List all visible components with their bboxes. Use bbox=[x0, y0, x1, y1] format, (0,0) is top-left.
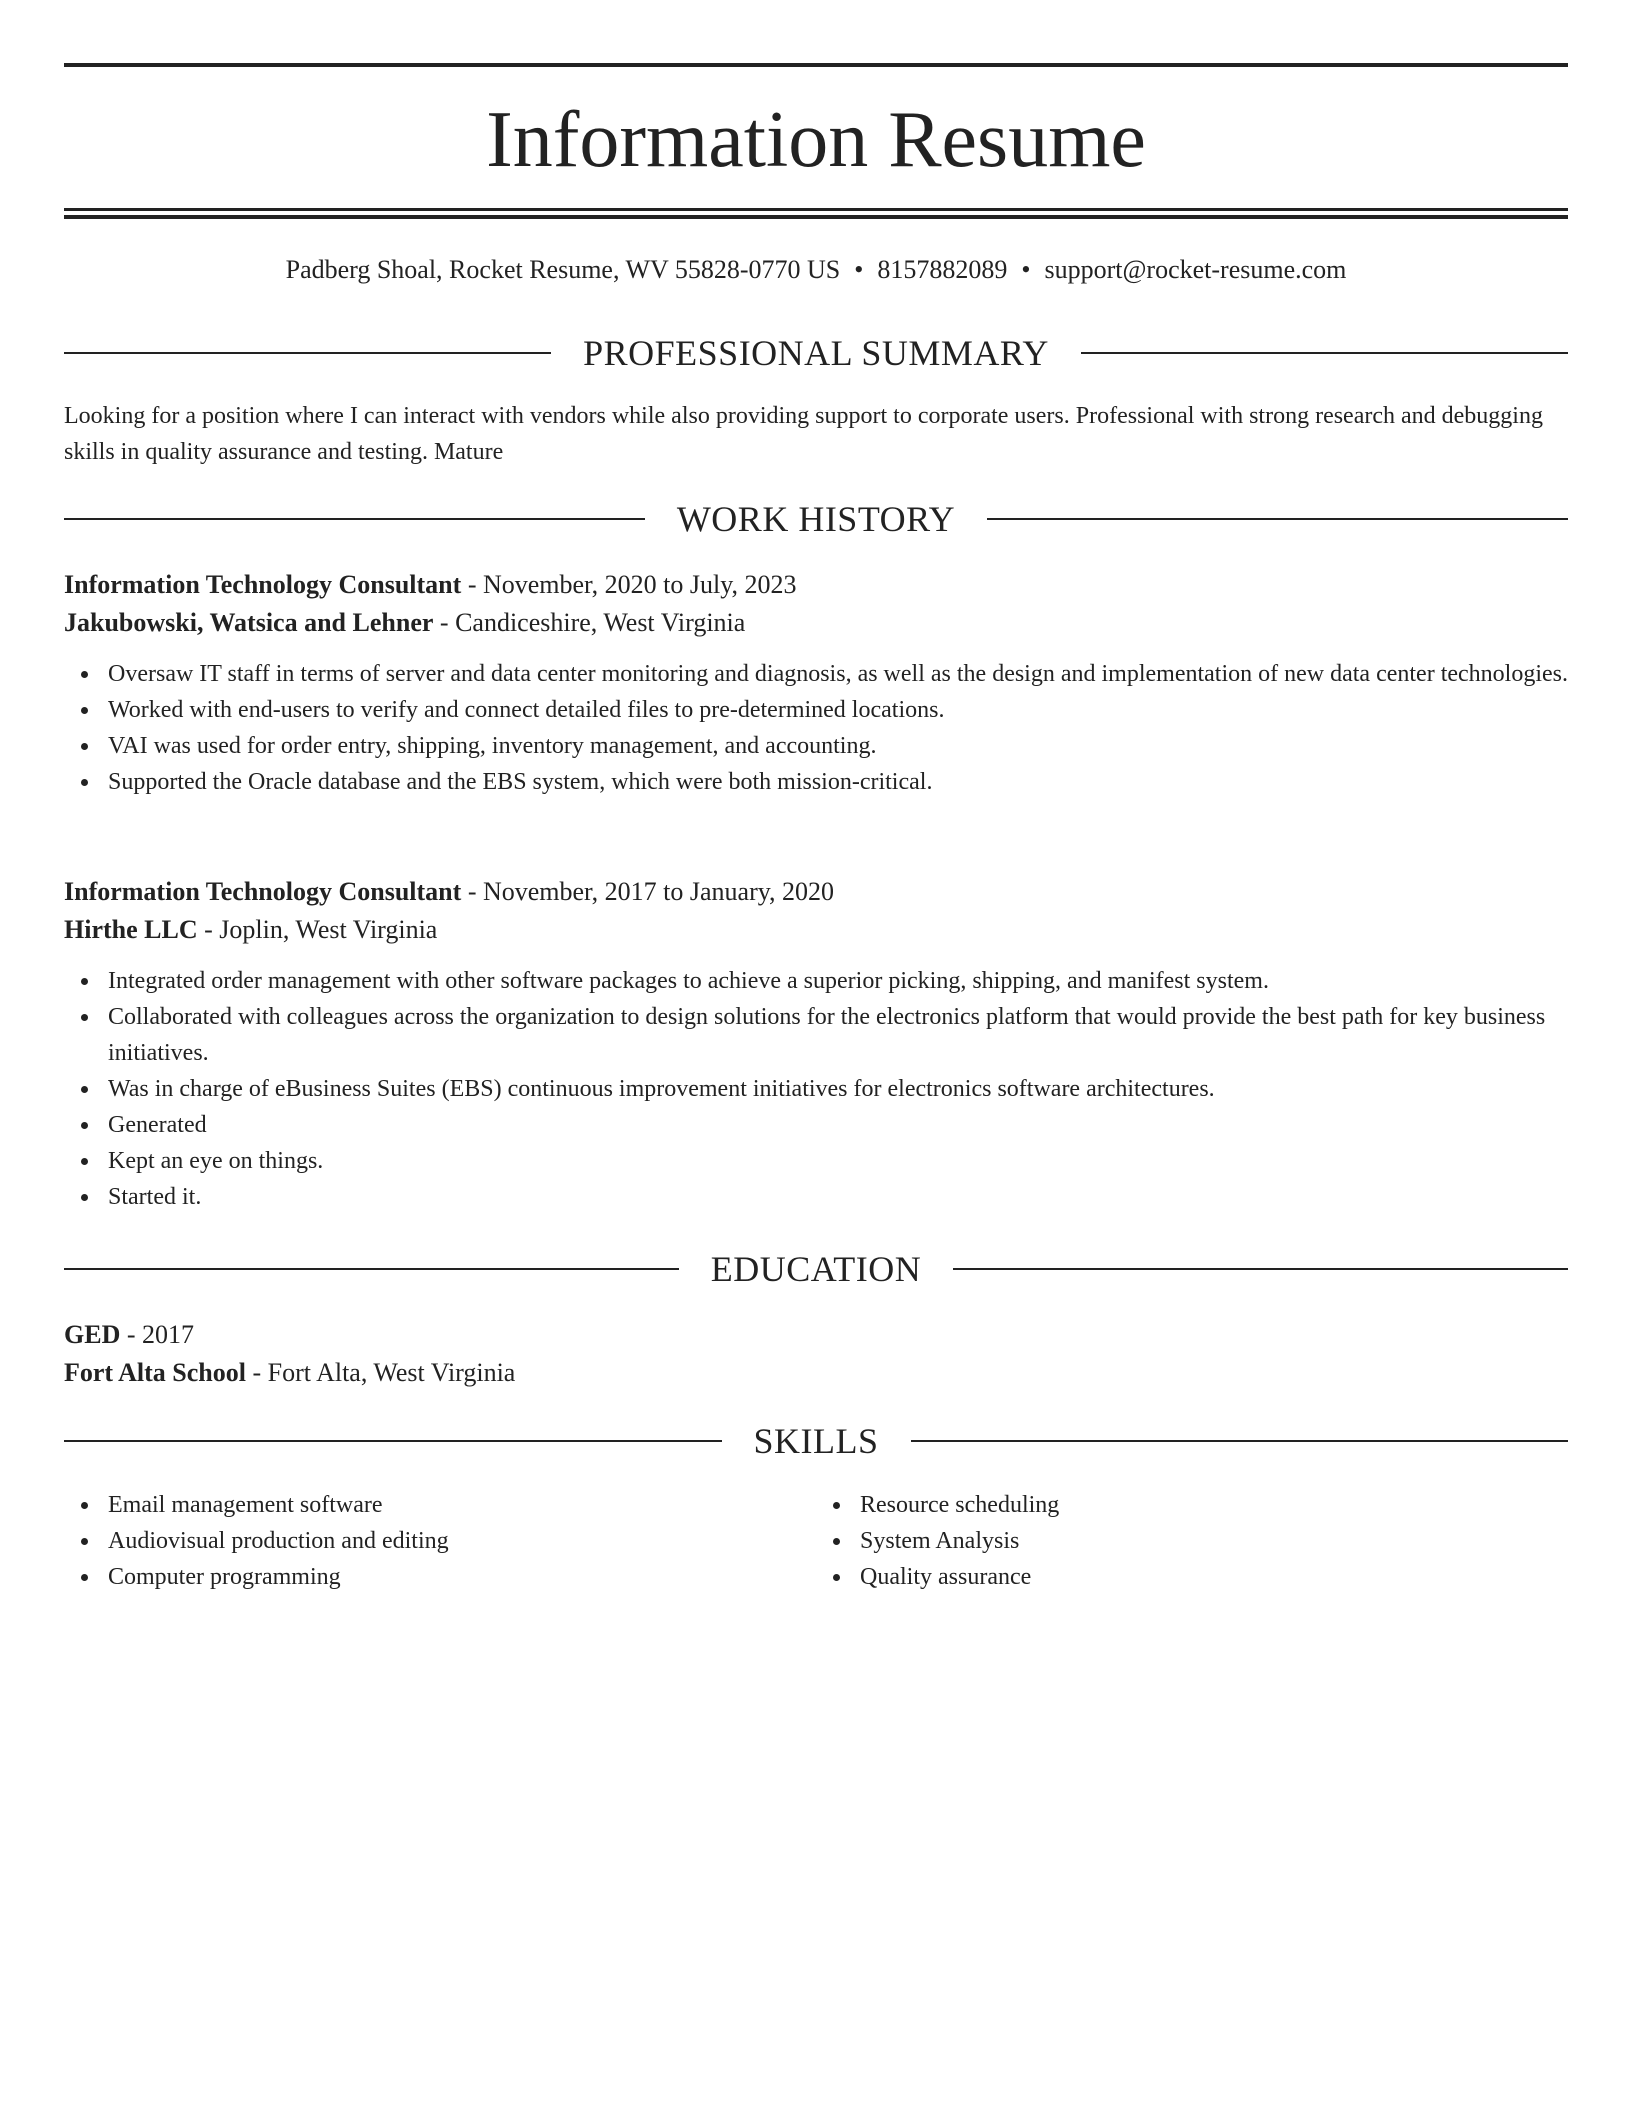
degree-line bbox=[64, 1316, 1568, 1354]
degree: GED bbox=[64, 1320, 121, 1349]
heading-rule-right bbox=[1081, 352, 1568, 354]
heading-rule-right bbox=[987, 518, 1568, 520]
contact-address: Padberg Shoal, Rocket Resume, WV 55828-0770 US bbox=[285, 255, 841, 284]
list-item: Collaborated with colleagues across the organization to design solutions for the electronics platform that would provide the best path for key business initiatives. bbox=[64, 999, 1568, 1071]
education-entry bbox=[64, 1316, 1568, 1392]
heading-rule-left bbox=[64, 352, 551, 354]
skills-heading bbox=[64, 1416, 1568, 1466]
degree-year: - 2017 bbox=[120, 1320, 195, 1349]
work-heading-label: WORK HISTORY bbox=[676, 499, 956, 539]
job-bullets bbox=[64, 963, 1568, 1215]
job-title-line bbox=[64, 566, 1568, 604]
education-heading-label: EDUCATION bbox=[710, 1249, 922, 1289]
contact-email: support@rocket-resume.com bbox=[1044, 255, 1347, 284]
contact-separator: • bbox=[854, 255, 864, 284]
list-item: Oversaw IT staff in terms of server and data center monitoring and diagnosis, as well as the design and implementation of new data center technologies. bbox=[64, 656, 1568, 692]
list-item: Was in charge of eBusiness Suites (EBS) continuous improvement initiatives for electronics software architectures. bbox=[64, 1071, 1568, 1107]
job-dates: - November, 2020 to July, 2023 bbox=[461, 570, 797, 599]
list-item: Computer programming bbox=[64, 1559, 816, 1595]
skills-list bbox=[64, 1487, 1568, 1595]
school-line bbox=[64, 1354, 1568, 1392]
list-item: System Analysis bbox=[816, 1523, 1568, 1559]
heading-rule-left bbox=[64, 1268, 679, 1270]
top-rule bbox=[64, 63, 1568, 67]
list-item: Generated bbox=[64, 1107, 1568, 1143]
list-item: Supported the Oracle database and the EBS system, which were both mission-critical. bbox=[64, 764, 1568, 800]
list-item: Email management software bbox=[64, 1487, 816, 1523]
title-rule-thin bbox=[64, 208, 1568, 211]
list-item: Started it. bbox=[64, 1179, 1568, 1215]
list-item: Kept an eye on things. bbox=[64, 1143, 1568, 1179]
job-entry-2 bbox=[64, 873, 1568, 1215]
school: Fort Alta School bbox=[64, 1358, 246, 1387]
job-title: Information Technology Consultant bbox=[64, 570, 462, 599]
job-dates: - November, 2017 to January, 2020 bbox=[461, 877, 835, 906]
heading-rule-left bbox=[64, 518, 645, 520]
job-company-line bbox=[64, 911, 1568, 949]
job-bullets bbox=[64, 656, 1568, 800]
list-item: VAI was used for order entry, shipping, inventory management, and accounting. bbox=[64, 728, 1568, 764]
job-location: - Candiceshire, West Virginia bbox=[433, 608, 746, 637]
job-title-line bbox=[64, 873, 1568, 911]
list-item: Audiovisual production and editing bbox=[64, 1523, 816, 1559]
list-item: Resource scheduling bbox=[816, 1487, 1568, 1523]
job-company: Jakubowski, Watsica and Lehner bbox=[64, 608, 434, 637]
skills-heading-label: SKILLS bbox=[753, 1421, 879, 1461]
heading-rule-left bbox=[64, 1440, 722, 1442]
skills-column-left bbox=[64, 1487, 816, 1595]
school-location: - Fort Alta, West Virginia bbox=[246, 1358, 516, 1387]
list-item: Integrated order management with other software packages to achieve a superior picking, shipping, and manifest system. bbox=[64, 963, 1568, 999]
job-company: Hirthe LLC bbox=[64, 915, 198, 944]
list-item: Worked with end-users to verify and connect detailed files to pre-determined locations. bbox=[64, 692, 1568, 728]
contact-phone: 8157882089 bbox=[877, 255, 1008, 284]
contact-line bbox=[64, 252, 1568, 288]
list-item: Quality assurance bbox=[816, 1559, 1568, 1595]
job-title: Information Technology Consultant bbox=[64, 877, 462, 906]
education-heading bbox=[64, 1244, 1568, 1294]
heading-rule-right bbox=[953, 1268, 1568, 1270]
job-location: - Joplin, West Virginia bbox=[197, 915, 438, 944]
summary-text: Looking for a position where I can interact with vendors while also providing support to corporate users. Professional with strong research and debugging skills in quality assurance and testing. Mature bbox=[64, 403, 1543, 465]
work-heading bbox=[64, 494, 1568, 544]
heading-rule-right bbox=[911, 1440, 1569, 1442]
job-entry-1 bbox=[64, 566, 1568, 800]
job-company-line bbox=[64, 604, 1568, 642]
title-rule-thick bbox=[64, 215, 1568, 219]
contact-separator: • bbox=[1021, 255, 1031, 284]
summary-heading-label: PROFESSIONAL SUMMARY bbox=[583, 333, 1049, 373]
resume-title: Information Resume bbox=[486, 96, 1146, 184]
summary-heading bbox=[64, 328, 1568, 378]
skills-column-right bbox=[816, 1487, 1568, 1595]
